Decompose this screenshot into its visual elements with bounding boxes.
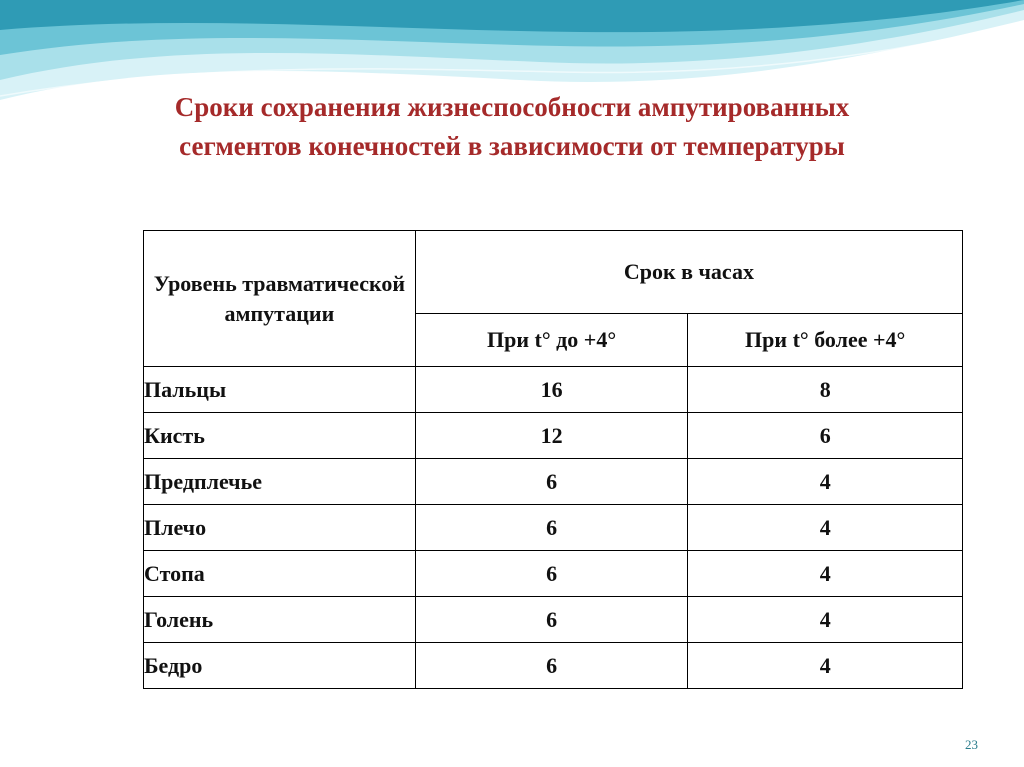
row-value-up-to-4: 6	[415, 643, 688, 689]
row-value-up-to-4: 12	[415, 413, 688, 459]
table-row	[144, 643, 963, 689]
row-value-above-4: 4	[688, 597, 963, 643]
row-name: Стопа	[144, 551, 416, 597]
row-name: Голень	[144, 597, 416, 643]
header-term-hours: Срок в часах	[415, 231, 962, 314]
row-value-above-4: 4	[688, 459, 963, 505]
row-value-above-4: 8	[688, 367, 963, 413]
header-temp-up-to-4: При t° до +4°	[415, 314, 688, 367]
row-value-above-4: 4	[688, 551, 963, 597]
row-value-up-to-4: 6	[415, 551, 688, 597]
row-name: Плечо	[144, 505, 416, 551]
table-header-row	[144, 231, 963, 314]
header-temp-above-4: При t° более +4°	[688, 314, 963, 367]
slide-title-line-2: сегментов конечностей в зависимости от температуры	[179, 131, 845, 161]
table-row	[144, 413, 963, 459]
slide-title-line-1: Сроки сохранения жизнеспособности ампутированных	[174, 92, 850, 122]
row-name: Пальцы	[144, 367, 416, 413]
row-name: Кисть	[144, 413, 416, 459]
row-name: Бедро	[144, 643, 416, 689]
row-value-up-to-4: 6	[415, 597, 688, 643]
table-row	[144, 597, 963, 643]
slide-title	[40, 88, 984, 166]
row-value-above-4: 6	[688, 413, 963, 459]
row-value-above-4: 4	[688, 505, 963, 551]
table-row	[144, 551, 963, 597]
row-name: Предплечье	[144, 459, 416, 505]
table-row	[144, 505, 963, 551]
header-amputation-level: Уровень травматической ампутации	[144, 231, 416, 367]
amputation-term-table	[143, 230, 963, 689]
row-value-up-to-4: 6	[415, 459, 688, 505]
table-row	[144, 459, 963, 505]
table-row	[144, 367, 963, 413]
row-value-up-to-4: 16	[415, 367, 688, 413]
row-value-above-4: 4	[688, 643, 963, 689]
row-value-up-to-4: 6	[415, 505, 688, 551]
page-number: 23	[965, 737, 978, 752]
